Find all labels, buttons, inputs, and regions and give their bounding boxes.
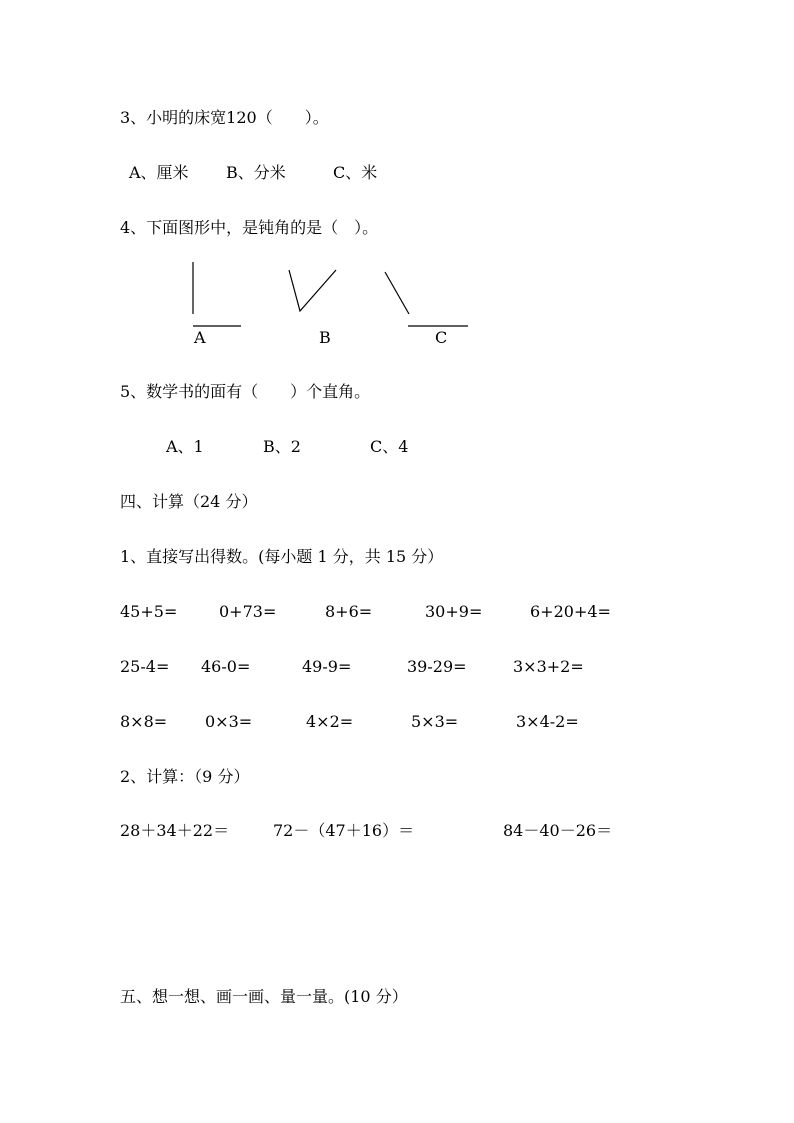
- angle-label-c: C: [435, 328, 448, 347]
- calc-item: 0+73=: [219, 602, 277, 621]
- angle-c: [385, 272, 468, 326]
- section4-part1-title: 1、直接写出得数。(每小题 1 分，共 15 分）: [120, 547, 444, 566]
- section4-part2-title: 2、计算：（9 分）: [120, 767, 250, 786]
- q3-option-b: B、分米: [226, 163, 286, 182]
- calc-item: 46-0=: [201, 657, 251, 676]
- q3-stem: 3、小明的床宽120（ ）。: [120, 108, 329, 127]
- q5-option-c: C、4: [370, 437, 409, 456]
- calc-expression: 72－（47＋16）＝: [273, 821, 415, 840]
- calc-item: 8×8=: [120, 712, 168, 731]
- calc-item: 6+20+4=: [530, 602, 611, 621]
- section4-heading: 四、计算（24 分）: [120, 492, 258, 511]
- calc-item: 8+6=: [325, 602, 373, 621]
- angle-figures: [0, 0, 794, 360]
- calc-item: 3×4-2=: [516, 712, 579, 731]
- calc-item: 5×3=: [411, 712, 459, 731]
- angle-a: [193, 262, 241, 326]
- calc-item: 3×3+2=: [513, 657, 584, 676]
- calc-item: 0×3=: [205, 712, 253, 731]
- q3-option-a: A、厘米: [129, 163, 189, 182]
- q5-stem: 5、数学书的面有（ ）个直角。: [120, 382, 371, 401]
- q5-option-b: B、2: [263, 437, 301, 456]
- section5-heading: 五、想一想、画一画、量一量。(10 分）: [120, 987, 408, 1006]
- calc-expression: 28＋34＋22＝: [120, 821, 230, 840]
- angle-b: [289, 270, 336, 311]
- angle-label-b: B: [319, 328, 331, 347]
- calc-item: 4×2=: [306, 712, 354, 731]
- q3-option-c: C、米: [333, 163, 378, 182]
- calc-item: 49-9=: [302, 657, 352, 676]
- calc-item: 39-29=: [407, 657, 467, 676]
- calc-item: 25-4=: [120, 657, 170, 676]
- q5-option-a: A、1: [166, 437, 204, 456]
- q4-stem: 4、下面图形中，是钝角的是（ ）。: [120, 218, 379, 237]
- calc-expression: 84－40－26＝: [503, 821, 613, 840]
- calc-item: 45+5=: [120, 602, 178, 621]
- angle-label-a: A: [194, 328, 206, 347]
- calc-item: 30+9=: [425, 602, 483, 621]
